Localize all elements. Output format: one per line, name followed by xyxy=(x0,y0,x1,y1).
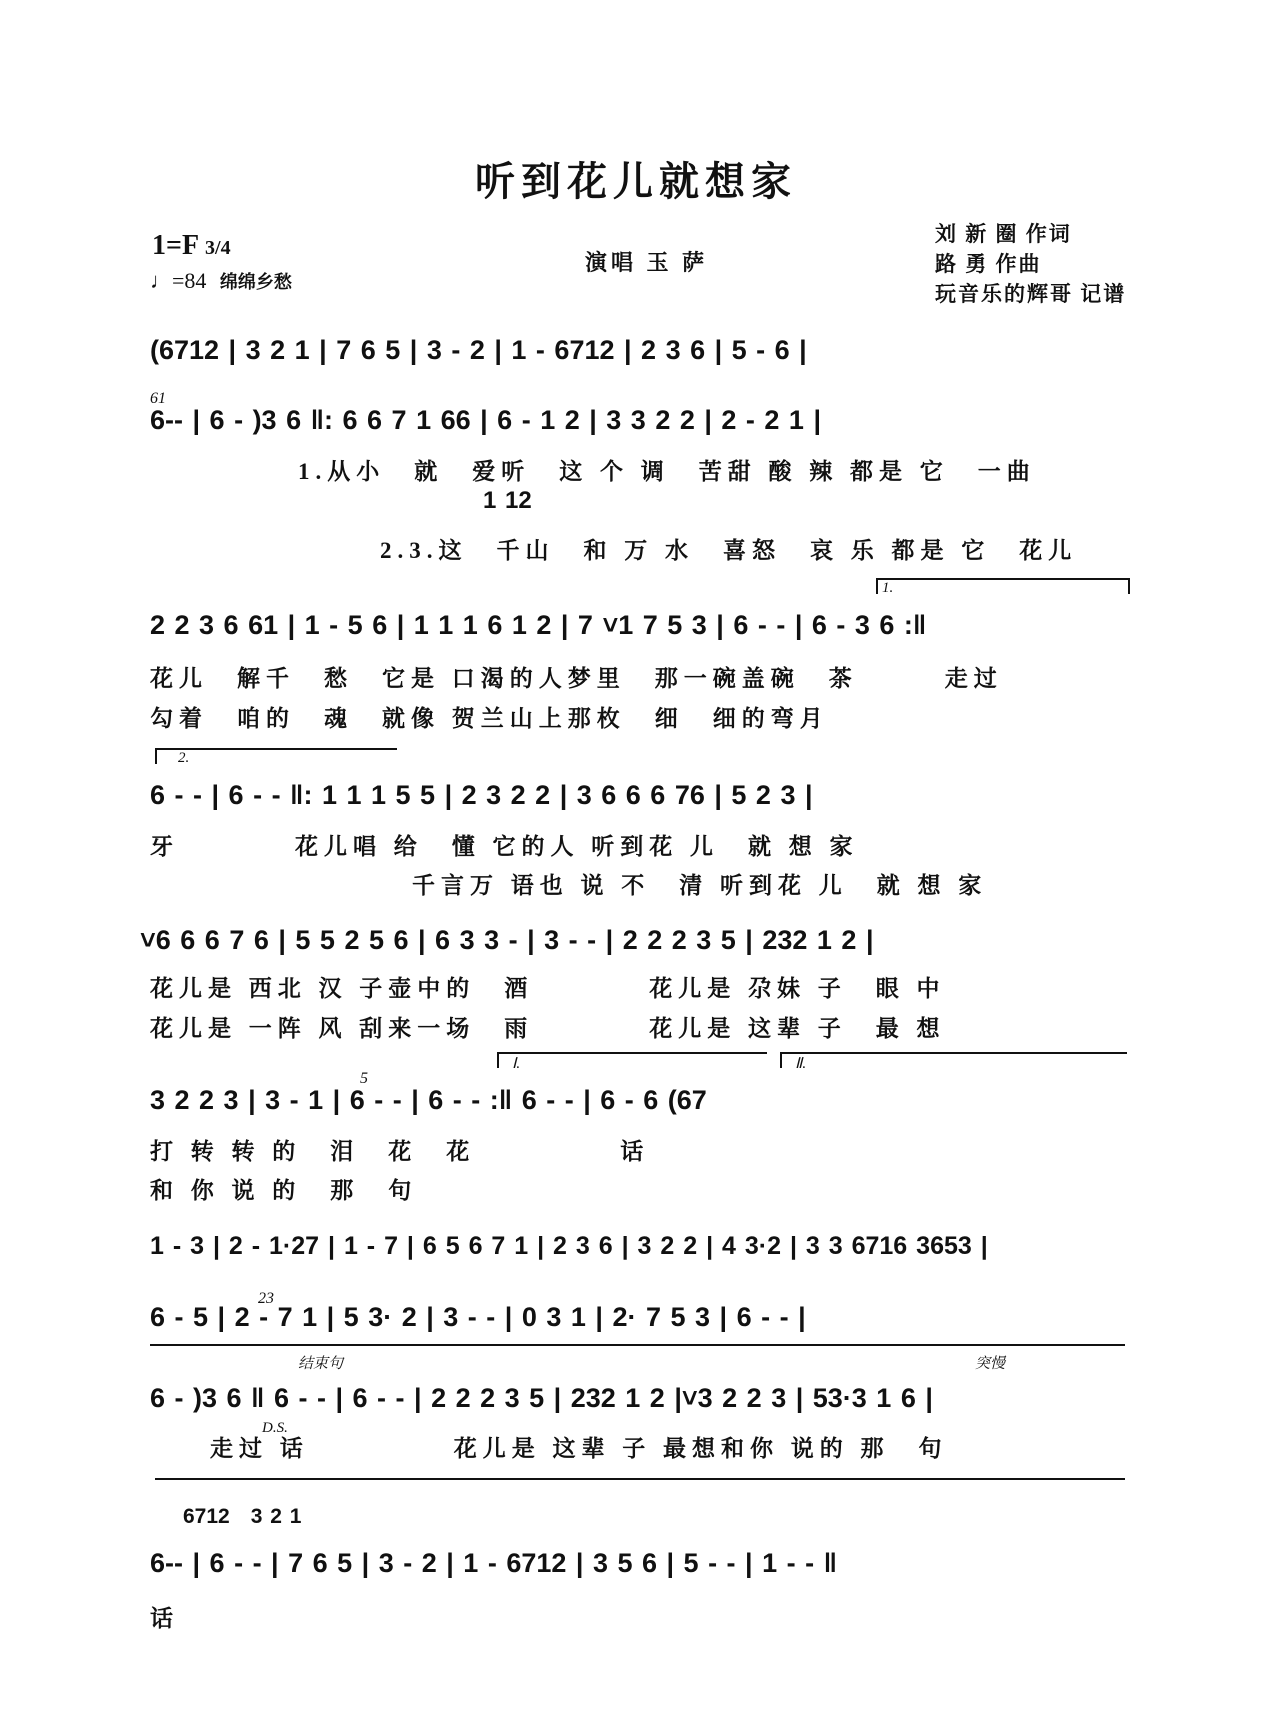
time-signature: 3/4 xyxy=(205,237,231,259)
lyric-row-2-verse23: 2.3.这 千山 和 万 水 喜怒 哀 乐 都是 它 花儿 xyxy=(380,538,1078,563)
song-title: 听到花儿就想家 xyxy=(475,159,797,204)
system-divider-2 xyxy=(155,1478,1125,1480)
notation-row-10: 6-- | 6 - - | 7 6 5 | 3 - 2 | 1 - 6712 | 3 5 6 | 5 - - | 1 - - ‖ xyxy=(150,1548,838,1578)
notation-row-1: (6712 | 3 2 1 | 7 6 5 | 3 - 2 | 1 - 6712 | 2 3 6 | 5 - 6 | xyxy=(150,335,807,365)
grace-note-2: 5 xyxy=(360,1070,368,1087)
volta-i-label: Ⅰ. xyxy=(512,1056,521,1072)
volta-ii-label: Ⅱ. xyxy=(795,1056,807,1072)
grace-note-3: 23 xyxy=(258,1290,274,1307)
lyric-row-10: 话 xyxy=(150,1606,179,1631)
lyricist-credit: 刘 新 圈 作词 xyxy=(935,222,1072,246)
notation-row-7: 1 - 3 | 2 - 1·27 | 1 - 7 | 6 5 6 7 1 | 2 3 6 | 3 2 2 | 4 3·2 | 3 3 6716 3653 | xyxy=(150,1232,988,1260)
lyric-row-5-a: 花儿是 西北 汉 子壶中的 酒 花儿是 尕妹 子 眼 中 xyxy=(150,976,946,1001)
mood-label: 绵绵乡愁 xyxy=(219,272,292,292)
volta-bracket-1 xyxy=(876,578,1130,594)
volta-bracket-2 xyxy=(155,748,397,764)
lyric-row-4-a: 牙 花儿唱 给 懂 它的人 听到花 儿 就 想 家 xyxy=(150,834,859,859)
ds-label: D.S. xyxy=(262,1420,288,1436)
key-label: 1=F xyxy=(152,230,199,261)
coda-label: 结束句 xyxy=(298,1356,344,1372)
lyric-row-3-a: 花儿 解千 愁 它是 口渴的人梦里 那一碗盖碗 茶 走过 xyxy=(150,666,1003,691)
composer-credit: 路 勇 作曲 xyxy=(935,252,1042,276)
notation-row-3: 2 2 3 6 61 | 1 - 5 6 | 1 1 1 6 1 2 | 7 ˅1 7 5 3 | 6 - - | 6 - 3 6 :‖ xyxy=(150,610,927,640)
volta-1-label: 1. xyxy=(882,580,894,596)
volta-bracket-i xyxy=(497,1052,767,1068)
alt-notes: 1 12 xyxy=(483,487,532,514)
lyric-row-3-b: 勾着 咱的 魂 就像 贺兰山上那枚 细 细的弯月 xyxy=(150,706,829,731)
lyric-row-6-b: 和 你 说 的 那 句 xyxy=(150,1178,418,1203)
upper-notes: 6712 3 2 1 xyxy=(183,1505,302,1528)
lyric-row-2-verse1: 1.从小 就 爱听 这 个 调 苦甜 酸 辣 都是 它 一曲 xyxy=(298,459,1036,484)
transcriber-credit: 玩音乐的辉哥 记谱 xyxy=(935,282,1127,306)
singer-label: 演唱 玉 萨 xyxy=(585,250,709,275)
lyric-row-9: 走过 话 花儿是 这辈 子 最想和你 说的 那 句 xyxy=(210,1436,948,1461)
notation-row-6: 3 2 2 3 | 3 - 1 | 6 - - | 6 - - :‖ 6 - - | 6 - 6 (67 xyxy=(150,1085,707,1115)
notation-row-2: 6-- | 6 - )3 6 ‖: 6 6 7 1 66 | 6 - 1 2 | 3 3 2 2 | 2 - 2 1 | xyxy=(150,405,822,435)
notation-row-4: 6 - - | 6 - - ‖: 1 1 1 5 5 | 2 3 2 2 | 3 6 6 6 76 | 5 2 3 | xyxy=(150,780,813,810)
grace-note: 61 xyxy=(150,390,166,407)
tempo-marking xyxy=(150,268,292,294)
lyric-row-6-a: 打 转 转 的 泪 花 花 话 xyxy=(150,1139,650,1164)
volta-bracket-ii xyxy=(780,1052,1127,1068)
volta-2-label: 2. xyxy=(178,750,190,766)
notation-row-8: 6 - 5 | 2 - 7 1 | 5 3· 2 | 3 - - | 0 3 1 | 2· 7 5 3 | 6 - - | xyxy=(150,1302,806,1332)
ritardando-label: 突慢 xyxy=(975,1356,1006,1372)
notation-row-5: ˅6 6 6 7 6 | 5 5 2 5 6 | 6 3 3 - | 3 - - | 2 2 2 3 5 | 232 1 2 | xyxy=(140,925,874,955)
tempo-label: ♩=84 xyxy=(150,268,207,293)
notation-row-9: 6 - )3 6 ‖ 6 - - | 6 - - | 2 2 2 3 5 | 232 1 2 |˅3 2 2 3 | 53·3 1 6 | xyxy=(150,1383,933,1413)
lyric-row-5-b: 花儿是 一阵 风 刮来一场 雨 花儿是 这辈 子 最 想 xyxy=(150,1016,946,1041)
lyric-row-4-b: 千言万 语也 说 不 清 听到花 儿 就 想 家 xyxy=(412,873,988,898)
system-divider xyxy=(150,1344,1125,1346)
key-signature xyxy=(152,230,231,262)
